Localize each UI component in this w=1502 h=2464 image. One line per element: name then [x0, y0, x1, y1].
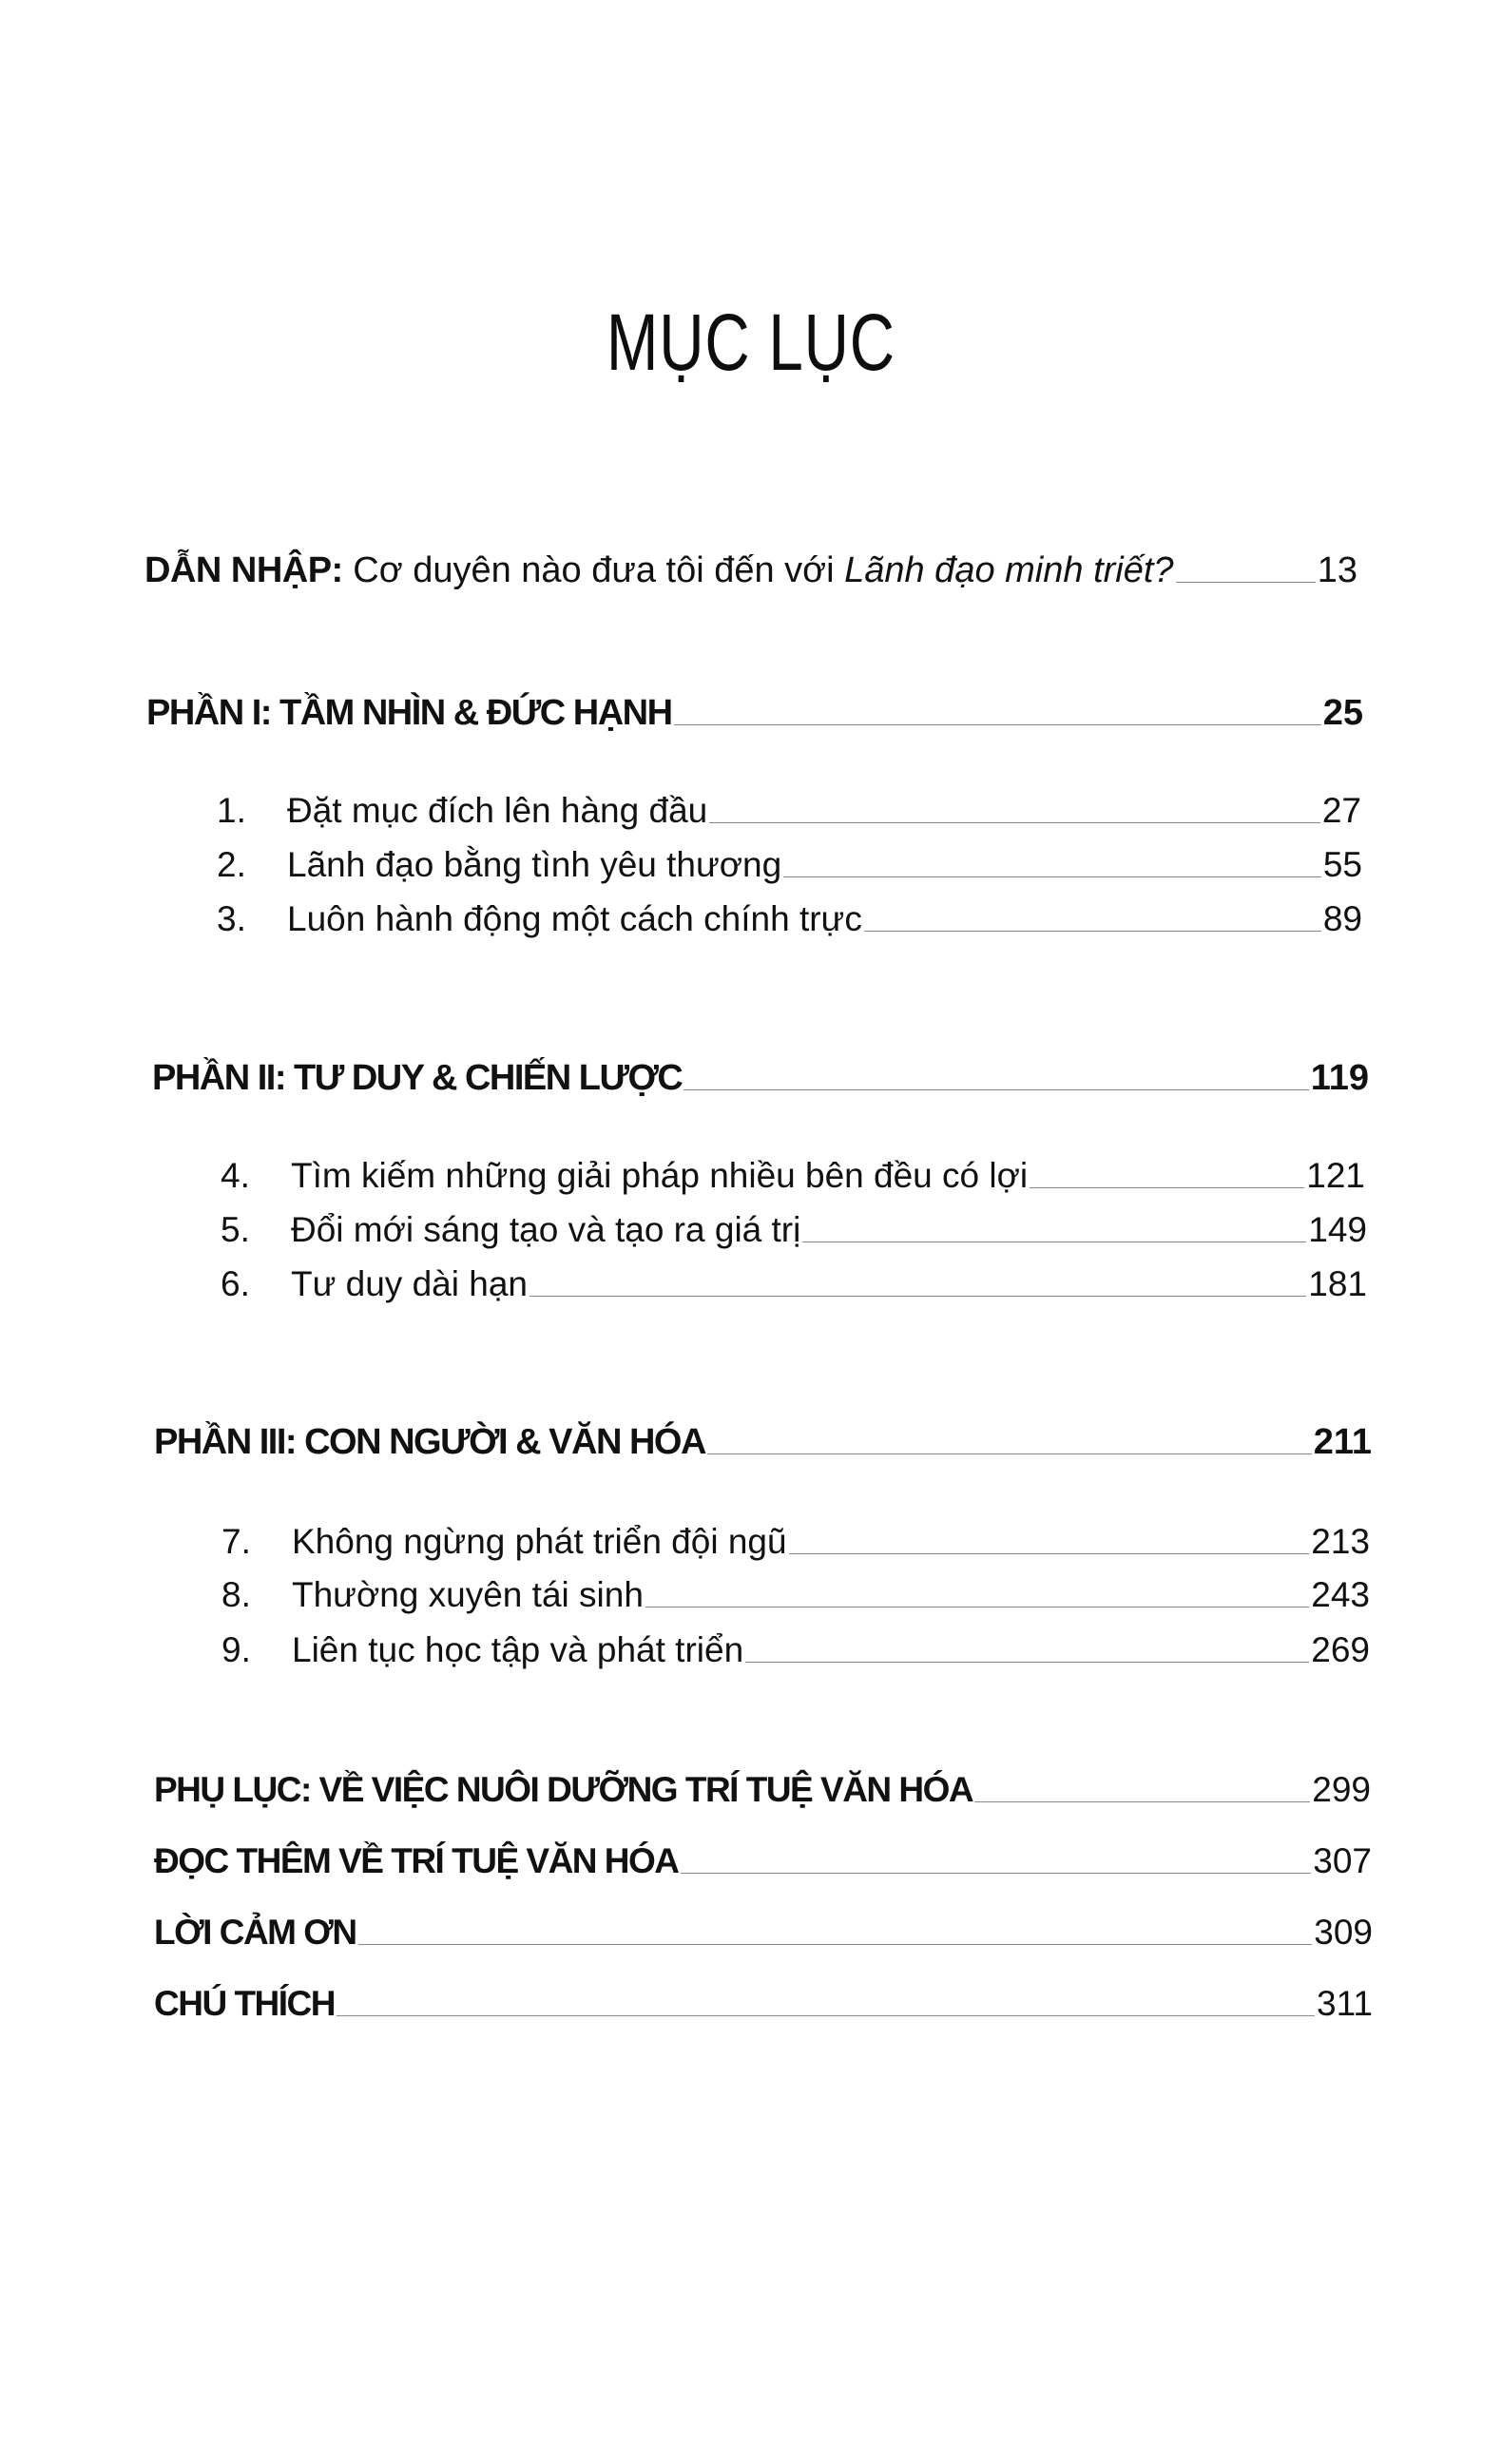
part-title: PHẦN II: TƯ DUY & CHIẾN LƯỢC: [152, 1058, 683, 1098]
page-number: 299: [1312, 1770, 1371, 1809]
toc-chapter-5[interactable]: [221, 1203, 1367, 1249]
back-matter-title: LỜI CẢM ƠN: [154, 1913, 356, 1952]
chapter-title: Thường xuyên tái sinh: [292, 1575, 644, 1614]
page-number: 211: [1313, 1422, 1372, 1462]
chapter-title: Đổi mới sáng tạo và tạo ra giá trị: [291, 1210, 801, 1249]
chapter-label: [217, 792, 707, 830]
chapter-title: Tư duy dài hạn: [291, 1264, 528, 1303]
toc-part-1[interactable]: [146, 686, 1363, 732]
chapter-number: 2.: [217, 845, 246, 884]
leader-line: [1176, 582, 1316, 583]
page-number: 121: [1306, 1156, 1365, 1195]
page-title-text: MỤC LỤC: [607, 298, 895, 387]
chapter-number: 3.: [217, 899, 246, 938]
toc-further-reading[interactable]: [154, 1835, 1372, 1880]
intro-label-bold: DẪN NHẬP:: [144, 550, 343, 590]
chapter-title: Liên tục học tập và phát triển: [292, 1630, 744, 1669]
chapter-label: [221, 1157, 1028, 1195]
leader-line: [337, 2015, 1315, 2016]
page-number: 149: [1308, 1210, 1367, 1249]
page-number: 27: [1321, 791, 1361, 830]
leader-line: [674, 724, 1321, 725]
toc-chapter-6[interactable]: [221, 1258, 1367, 1303]
chapter-label: [221, 1211, 800, 1249]
leader-line: [745, 1662, 1309, 1663]
back-matter-title: CHÚ THÍCH: [154, 1984, 335, 2023]
toc-chapter-3[interactable]: [217, 893, 1362, 938]
toc-chapter-2[interactable]: [217, 838, 1362, 884]
toc-part-2[interactable]: [152, 1051, 1369, 1097]
toc-acknowledgements[interactable]: [154, 1906, 1373, 1952]
page-title: [0, 298, 1502, 387]
page-number: 119: [1310, 1058, 1369, 1098]
chapter-number: 6.: [221, 1264, 250, 1303]
chapter-title: Tìm kiếm những giải pháp nhiều bên đều có lợi: [291, 1156, 1029, 1195]
back-matter-title: PHỤ LỤC: VỀ VIỆC NUÔI DƯỠNG TRÍ TUỆ VĂN HÓA: [154, 1770, 973, 1809]
page-number: 309: [1314, 1913, 1373, 1952]
page-number: 307: [1313, 1841, 1372, 1880]
part-title: PHẦN III: CON NGƯỜI & VĂN HÓA: [154, 1422, 705, 1462]
chapter-number: 7.: [221, 1522, 251, 1561]
leader-line: [1030, 1187, 1304, 1188]
toc-part-3[interactable]: [154, 1415, 1372, 1461]
chapter-title: Không ngừng phát triển đội ngũ: [292, 1522, 787, 1561]
page-number: 243: [1311, 1575, 1370, 1614]
toc-notes[interactable]: [154, 1977, 1373, 2023]
toc-chapter-1[interactable]: [217, 784, 1361, 830]
chapter-label: [221, 1631, 743, 1669]
chapter-label: [217, 900, 862, 938]
leader-line: [864, 931, 1321, 932]
toc-appendix[interactable]: [154, 1763, 1371, 1809]
chapter-number: 8.: [221, 1575, 251, 1614]
leader-line: [530, 1296, 1306, 1297]
toc-entry-intro[interactable]: [144, 544, 1358, 589]
page-number: 13: [1317, 550, 1358, 590]
toc-chapter-7[interactable]: [221, 1515, 1370, 1561]
chapter-number: 1.: [217, 791, 246, 830]
page-number: 269: [1311, 1630, 1370, 1669]
chapter-number: 5.: [221, 1210, 250, 1249]
leader-line: [358, 1944, 1313, 1945]
toc-entry-label: [144, 551, 1174, 589]
chapter-label: [221, 1265, 528, 1303]
leader-line: [684, 1089, 1308, 1090]
chapter-title: Đặt mục đích lên hàng đầu: [287, 791, 708, 830]
toc-chapter-8[interactable]: [221, 1569, 1370, 1614]
chapter-title: Lãnh đạo bằng tình yêu thương: [287, 845, 782, 884]
page-number: 311: [1317, 1984, 1373, 2023]
page-number: 213: [1311, 1522, 1370, 1561]
part-title: PHẦN I: TẦM NHÌN & ĐỨC HẠNH: [146, 693, 672, 733]
intro-label-regular: Cơ duyên nào đưa tôi đến với: [342, 550, 845, 590]
page-number: 25: [1322, 693, 1363, 733]
page-number: 181: [1308, 1264, 1367, 1303]
leader-line: [681, 1873, 1312, 1874]
page-number: 55: [1322, 845, 1362, 884]
chapter-label: [217, 846, 781, 884]
intro-label-italic: Lãnh đạo minh triết?: [844, 550, 1174, 590]
toc-chapter-9[interactable]: [221, 1624, 1370, 1669]
leader-line: [709, 822, 1320, 823]
chapter-number: 9.: [221, 1630, 251, 1669]
chapter-number: 4.: [221, 1156, 250, 1195]
leader-line: [783, 876, 1321, 877]
back-matter-title: ĐỌC THÊM VỀ TRÍ TUỆ VĂN HÓA: [154, 1841, 679, 1880]
page-number: 89: [1322, 899, 1362, 938]
leader-line: [974, 1801, 1310, 1802]
leader-line: [707, 1453, 1312, 1454]
chapter-label: [221, 1576, 644, 1614]
chapter-label: [221, 1523, 787, 1561]
toc-chapter-4[interactable]: [221, 1149, 1365, 1195]
leader-line: [789, 1553, 1310, 1554]
chapter-title: Luôn hành động một cách chính trực: [287, 899, 862, 938]
